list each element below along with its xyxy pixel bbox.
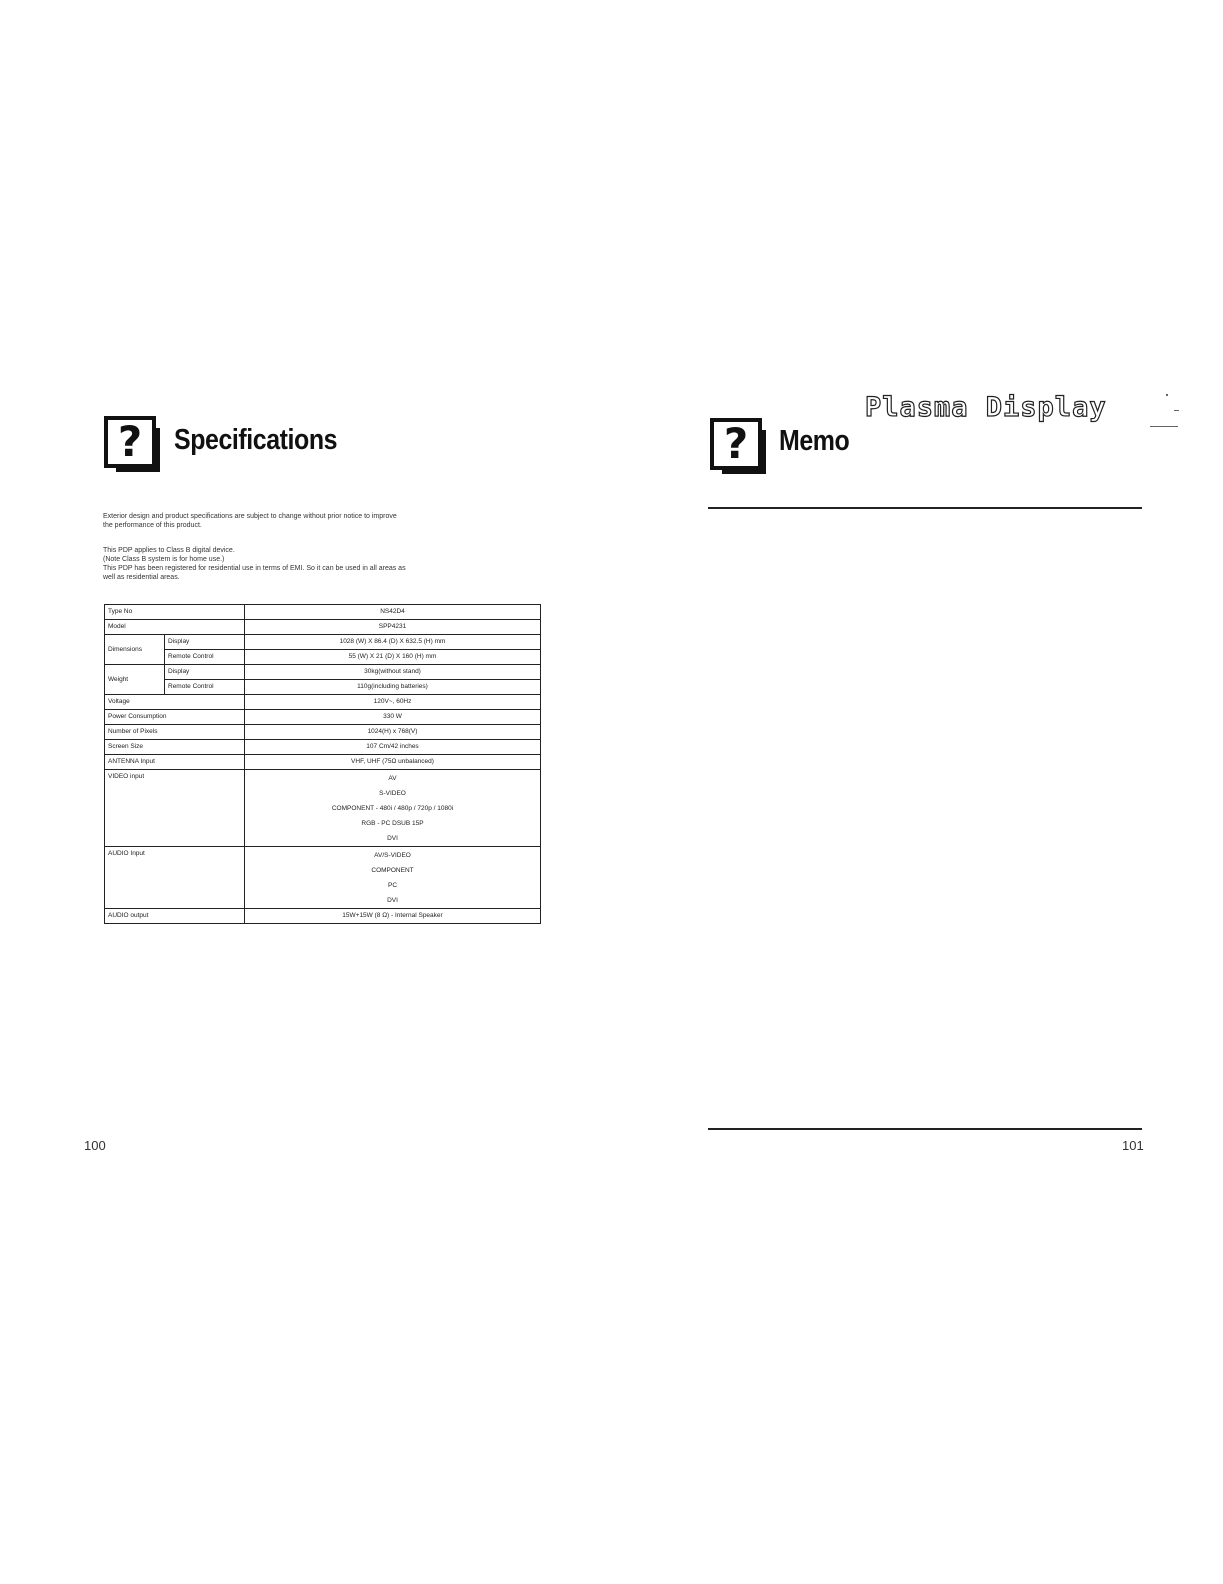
spec-label: Weight	[105, 665, 165, 695]
spec-sublabel: Display	[165, 635, 245, 650]
spec-value: SPP4231	[245, 620, 541, 635]
memo-bottom-rule	[708, 1128, 1142, 1130]
spec-value: 120V~, 60Hz	[245, 695, 541, 710]
notice-line: the performance of this product.	[103, 522, 202, 529]
spec-label: Model	[105, 620, 245, 635]
table-row	[105, 725, 541, 740]
spec-value: DVI	[387, 835, 398, 842]
table-row	[105, 740, 541, 755]
spec-value: 30kg(without stand)	[245, 665, 541, 680]
table-row	[105, 909, 541, 924]
spec-sublabel: Display	[165, 665, 245, 680]
spec-value: VHF, UHF (75Ω unbalanced)	[245, 755, 541, 770]
spec-value: 330 W	[245, 710, 541, 725]
table-row	[105, 710, 541, 725]
table-row	[105, 755, 541, 770]
spec-label: Screen Size	[105, 740, 245, 755]
spec-value: S-VIDEO	[379, 790, 406, 797]
section-title: Specifications	[174, 424, 338, 456]
section-title: Memo	[779, 425, 850, 457]
spec-value: RGB - PC DSUB 15P	[361, 820, 424, 827]
table-row	[105, 605, 541, 620]
table-row	[105, 680, 541, 695]
right-page	[612, 0, 1223, 1584]
spec-value: 55 (W) X 21 (D) X 160 (H) mm	[245, 650, 541, 665]
table-row	[105, 770, 541, 847]
table-row	[105, 695, 541, 710]
table-row	[105, 635, 541, 650]
spec-value: AV/S-VIDEO	[374, 852, 411, 859]
page-number: 101	[1122, 1138, 1144, 1153]
spec-sublabel: Remote Control	[165, 650, 245, 665]
notice-line: (Note Class B system is for home use.)	[103, 556, 225, 563]
spec-value: 110g(including batteries)	[245, 680, 541, 695]
spec-value-list	[245, 770, 541, 847]
specifications-table	[104, 604, 541, 924]
notice-line: This PDP has been registered for residential use in terms of EMI. So it can be used in all areas as	[103, 565, 406, 572]
notice-line: This PDP applies to Class B digital device.	[103, 547, 235, 554]
spec-label: VIDEO input	[105, 770, 245, 847]
spec-value: DVI	[387, 897, 398, 904]
spec-value: AV	[388, 775, 397, 782]
scan-artifact	[1166, 394, 1168, 396]
page-number: 100	[84, 1138, 106, 1153]
brand-heading: Plasma Display	[865, 392, 1107, 423]
product-notice	[103, 512, 533, 530]
spec-value: 1024(H) x 768(V)	[245, 725, 541, 740]
memo-top-rule	[708, 507, 1142, 509]
table-row	[105, 620, 541, 635]
question-mark-icon: ?	[710, 418, 762, 470]
spec-label: Type No	[105, 605, 245, 620]
question-mark-icon: ?	[104, 416, 156, 468]
spec-value: PC	[387, 882, 398, 889]
spec-value: 107 Cm/42 inches	[245, 740, 541, 755]
table-row	[105, 665, 541, 680]
table-row	[105, 847, 541, 909]
spec-label: AUDIO Input	[105, 847, 245, 909]
spec-value: COMPONENT	[371, 867, 414, 874]
spec-value-list	[245, 847, 541, 909]
class-b-notice	[103, 546, 533, 582]
spec-label: Power Consumption	[105, 710, 245, 725]
spec-label: Dimensions	[105, 635, 165, 665]
scan-artifact	[1150, 426, 1178, 427]
spec-label: Number of Pixels	[105, 725, 245, 740]
table-row	[105, 650, 541, 665]
notice-line: Exterior design and product specifications are subject to change without prior notice to improve	[103, 513, 397, 520]
spec-label: Voltage	[105, 695, 245, 710]
scan-artifact	[1174, 410, 1179, 411]
spec-value: NS42D4	[245, 605, 541, 620]
spec-label: ANTENNA Input	[105, 755, 245, 770]
spec-sublabel: Remote Control	[165, 680, 245, 695]
spec-label: AUDIO output	[105, 909, 245, 924]
spec-value: 1028 (W) X 86.4 (D) X 632.5 (H) mm	[245, 635, 541, 650]
spec-value: 15W+15W (8 Ω) - Internal Speaker	[245, 909, 541, 924]
spec-value: COMPONENT - 480i / 480p / 720p / 1080i	[331, 805, 454, 812]
notice-line: well as residential areas.	[103, 574, 180, 581]
